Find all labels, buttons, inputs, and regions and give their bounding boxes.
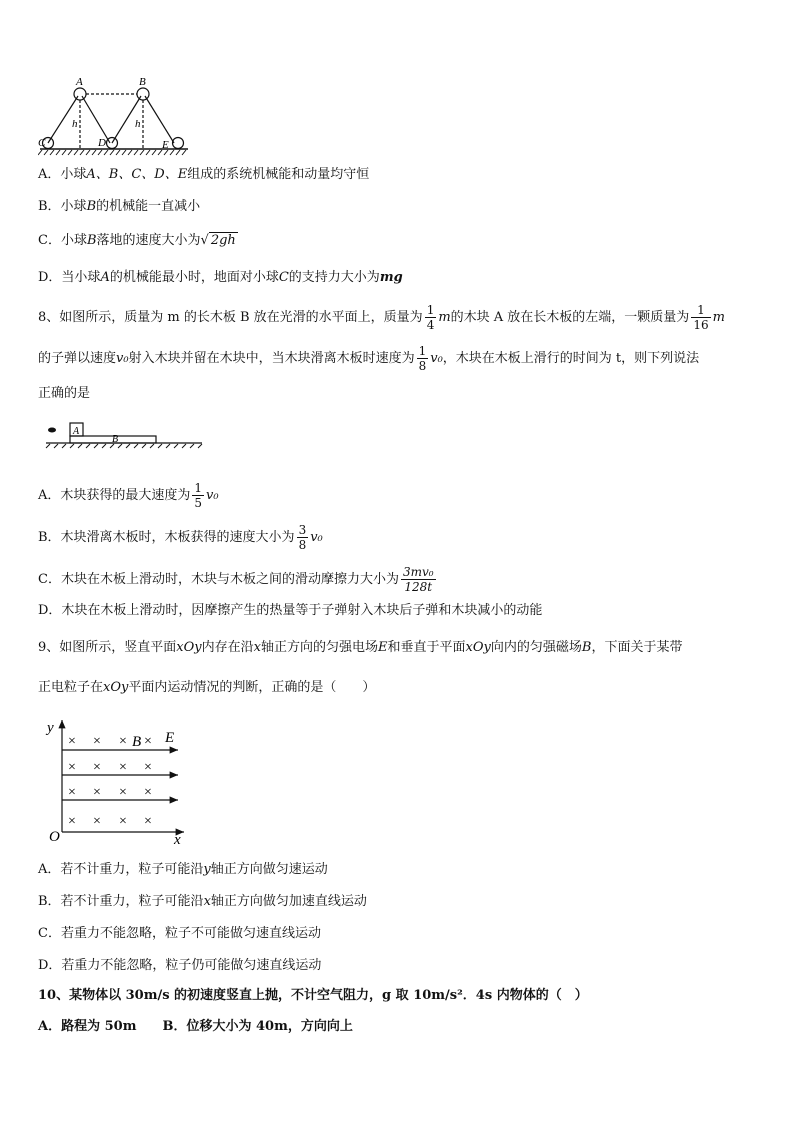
q8-stem-line2: 的子弹以速度v₀射入木块并留在木块中，当木块滑离木板时速度为 $\frac{1}{8}$ v₀，木块在木板上滑行的时间为 t，则下列说法 <box>38 344 700 373</box>
q10-stem: 10、某物体以 30m/s 的初速度竖直上抛，不计空气阻力，g 取 10m/s²．4s 内物体的（ ） <box>38 988 588 1003</box>
q7-figure <box>38 76 194 156</box>
q9-option-a: A．若不计重力，粒子可能沿y轴正方向做匀速运动 <box>38 862 328 877</box>
fig-cross: × <box>144 734 152 749</box>
fig-label-a: A <box>76 76 83 88</box>
fig-cross: × <box>144 814 152 829</box>
fig-cross: × <box>68 734 76 749</box>
q7-option-d: D．当小球A的机械能最小时，地面对小球C的支持力大小为mg <box>38 270 403 285</box>
fig-cross: × <box>93 734 101 749</box>
fig-cross: × <box>93 760 101 775</box>
fig-cross: × <box>93 785 101 800</box>
q9-option-c: C．若重力不能忽略，粒子不可能做匀速直线运动 <box>38 926 321 941</box>
fig-origin: O <box>49 829 60 844</box>
fig-axis-y: y <box>47 720 54 736</box>
fig-label-c: C <box>38 137 46 149</box>
q8-option-c: C．木块在木板上滑动时，木块与木板之间的滑动摩擦力大小为 $\frac{\text{3mv₀}}{128t}$ <box>38 565 434 594</box>
fig-label-b: B <box>139 76 146 88</box>
q8-option-a: A．木块获得的最大速度为 $\frac{1}{5}$ v₀ <box>38 481 219 510</box>
fig-label-e: E <box>162 139 169 151</box>
q9-stem-line2: 正电粒子在xOy平面内运动情况的判断，正确的是（ ） <box>38 680 376 695</box>
q8-option-d: D．木块在木板上滑动时，因摩擦产生的热量等于子弹射入木块后子弹和木块减小的动能 <box>38 603 543 618</box>
fig-label-h1: h <box>72 118 78 130</box>
fig-cross: × <box>119 734 127 749</box>
fig-cross: × <box>68 785 76 800</box>
fig-cross: × <box>68 760 76 775</box>
q8-option-b: B．木块滑离木板时，木板获得的速度大小为 $\frac{3}{8}$ v₀ <box>38 523 323 552</box>
fig-cross: × <box>144 760 152 775</box>
q9-stem-line1: 9、如图所示，竖直平面xOy内存在沿x轴正方向的匀强电场E和垂直于平面xOy向内的匀强磁场B，下面关于某带 <box>38 640 683 655</box>
q9-figure <box>44 714 194 844</box>
fig-field-e: E <box>165 730 175 746</box>
fig-axis-x: x <box>174 832 181 844</box>
q10-options: A．路程为 50m B．位移大小为 40m，方向向上 <box>38 1019 353 1034</box>
fig-cross: × <box>93 814 101 829</box>
q7-option-b: B．小球B的机械能一直减小 <box>38 199 201 214</box>
q8-stem-line1: 8、如图所示，质量为 m 的长木板 B 放在光滑的水平面上，质量为 $\frac{1}{4}$ m的木块 A 放在长木板的左端，一颗质量为 $\frac{1}{16}$ m <box>38 303 725 332</box>
fig-cross: × <box>119 814 127 829</box>
fig-label-d: D <box>98 137 106 149</box>
fig-block-a: A <box>73 426 80 437</box>
fig-cross: × <box>144 785 152 800</box>
q9-option-b: B．若不计重力，粒子可能沿x轴正方向做匀加速直线运动 <box>38 894 367 909</box>
fig-label-h2: h <box>135 118 141 130</box>
q7-option-c: C．小球B落地的速度大小为√ 2gh <box>38 233 236 248</box>
q9-option-d: D．若重力不能忽略，粒子仍可能做匀速直线运动 <box>38 958 322 973</box>
fig-field-b: B <box>132 734 142 750</box>
fig-cross: × <box>119 785 127 800</box>
fig-cross: × <box>68 814 76 829</box>
fig-board-b: B <box>112 434 119 445</box>
fig-cross: × <box>119 760 127 775</box>
q8-figure <box>44 418 206 450</box>
q7-option-a: A．小球A、B、C、D、E组成的系统机械能和动量均守恒 <box>38 167 370 182</box>
q8-stem-line3: 正确的是 <box>38 386 91 401</box>
